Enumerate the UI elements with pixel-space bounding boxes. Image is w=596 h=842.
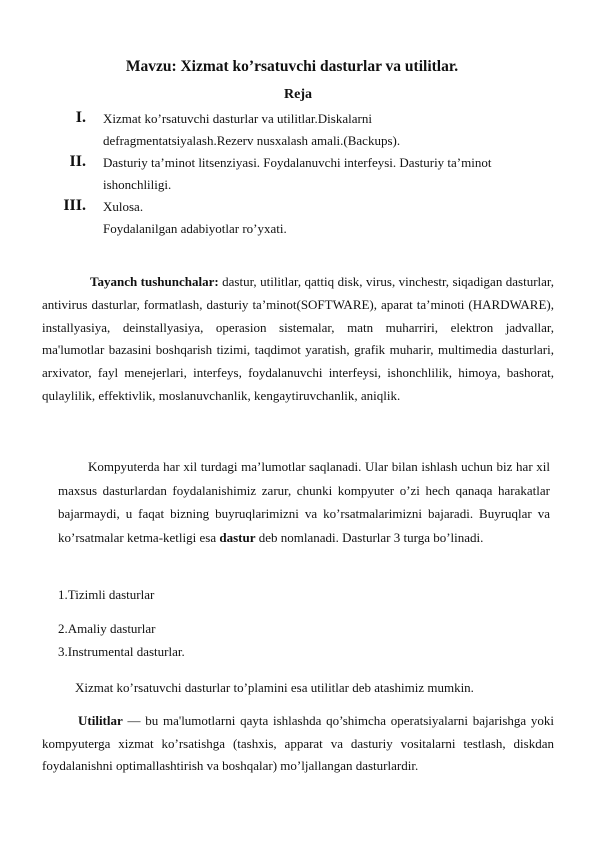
- intro-paragraph: [58, 455, 550, 549]
- utilities-label: Utilitlar: [78, 713, 123, 728]
- plan-item-number: I.: [75, 109, 86, 126]
- keywords-label: Tayanch tushunchalar:: [90, 274, 219, 289]
- plan-item-text: Xizmat ko’rsatuvchi dasturlar va utilitlar.Diskalarni defragmentatsiyalash.Rezerv nusxalash amali.(Backups).: [103, 111, 401, 148]
- utilities-definition-paragraph: [42, 710, 554, 778]
- intro-text-after: deb nomlanadi. Dasturlar 3 turga bo’linadi.: [255, 529, 484, 545]
- plan-item: [0, 108, 596, 152]
- plan-heading: Reja: [284, 87, 312, 102]
- plan-item: [0, 152, 596, 196]
- utilities-definition-text: — bu ma'lumotlarni qayta ishlashda qo’shimcha operatsiyalarni bajarishga yoki kompyuterga xizmat ko’rsatishga (tashxis, apparat va dasturiy vositalarni testlash, diskdan foydalanishni optimallashtirish va boshqalar) mo’ljallangan dasturlardir.: [42, 713, 554, 773]
- plan-item-text: Dasturiy ta’minot litsenziyasi. Foydalanuvchi interfeysi. Dasturiy ta’minot ishonchliligi.: [103, 155, 492, 192]
- intro-bold-term: dastur: [219, 529, 256, 545]
- plan-extra-item: [0, 218, 596, 240]
- plan-item-text: Xulosa.: [103, 199, 144, 214]
- plan-item-number: III.: [63, 197, 86, 214]
- document-title: Mavzu: Xizmat ko’rsatuvchi dasturlar va utilitlar.: [125, 58, 459, 75]
- program-type-item: 2.Amaliy dasturlar: [58, 621, 156, 636]
- plan-list: [0, 108, 596, 240]
- program-type-item: 3.Instrumental dasturlar.: [58, 644, 185, 659]
- program-type-item: 1.Tizimli dasturlar: [58, 587, 155, 602]
- utilities-sentence: Xizmat ko’rsatuvchi dasturlar to’plamini esa utilitlar deb atashimiz mumkin.: [75, 680, 474, 695]
- keywords-paragraph: [42, 271, 554, 408]
- intro-text-before: Kompyuterda har xil turdagi ma’lumotlar saqlanadi. Ular bilan ishlash uchun biz har xil maxsus dasturlardan foydalanishimiz zarur, chunki kompyuter o’zi hech qanaqa harakatlar bajarmaydi, u faqat bizning buyruqlarimizni va ko’rsatmalarimizni bajaradi. Buyruqlar va ko’rsatmalar ketma-ketligi esa: [58, 459, 550, 545]
- plan-item: [0, 196, 596, 218]
- keywords-text: dastur, utilitlar, qattiq disk, virus, vinchestr, siqadigan dasturlar, antivirus dasturlar, formatlash, dasturiy ta’minot(SOFTWARE), aparat ta’minoti (HARDWARE), installyasiya, deinstallyasiya, operasion sistemalar, matn muharriri, elektron jadvallar, ma'lumotlar bazasini boshqarish tizimi, taqdimot yaratish, grafik muharir, multimedia dasturlari, arxivator, fayl menejerlari, interfeys, foydalanuvchi interfeysi, ishonchlilik, himoya, bashorat, qulaylilik, effektivlik, moslanuvchanlik, kengaytiruvchanlik, aniqlik.: [42, 274, 554, 403]
- plan-extra-text: Foydalanilgan adabiyotlar ro’yxati.: [103, 221, 287, 236]
- plan-item-number: II.: [69, 153, 86, 170]
